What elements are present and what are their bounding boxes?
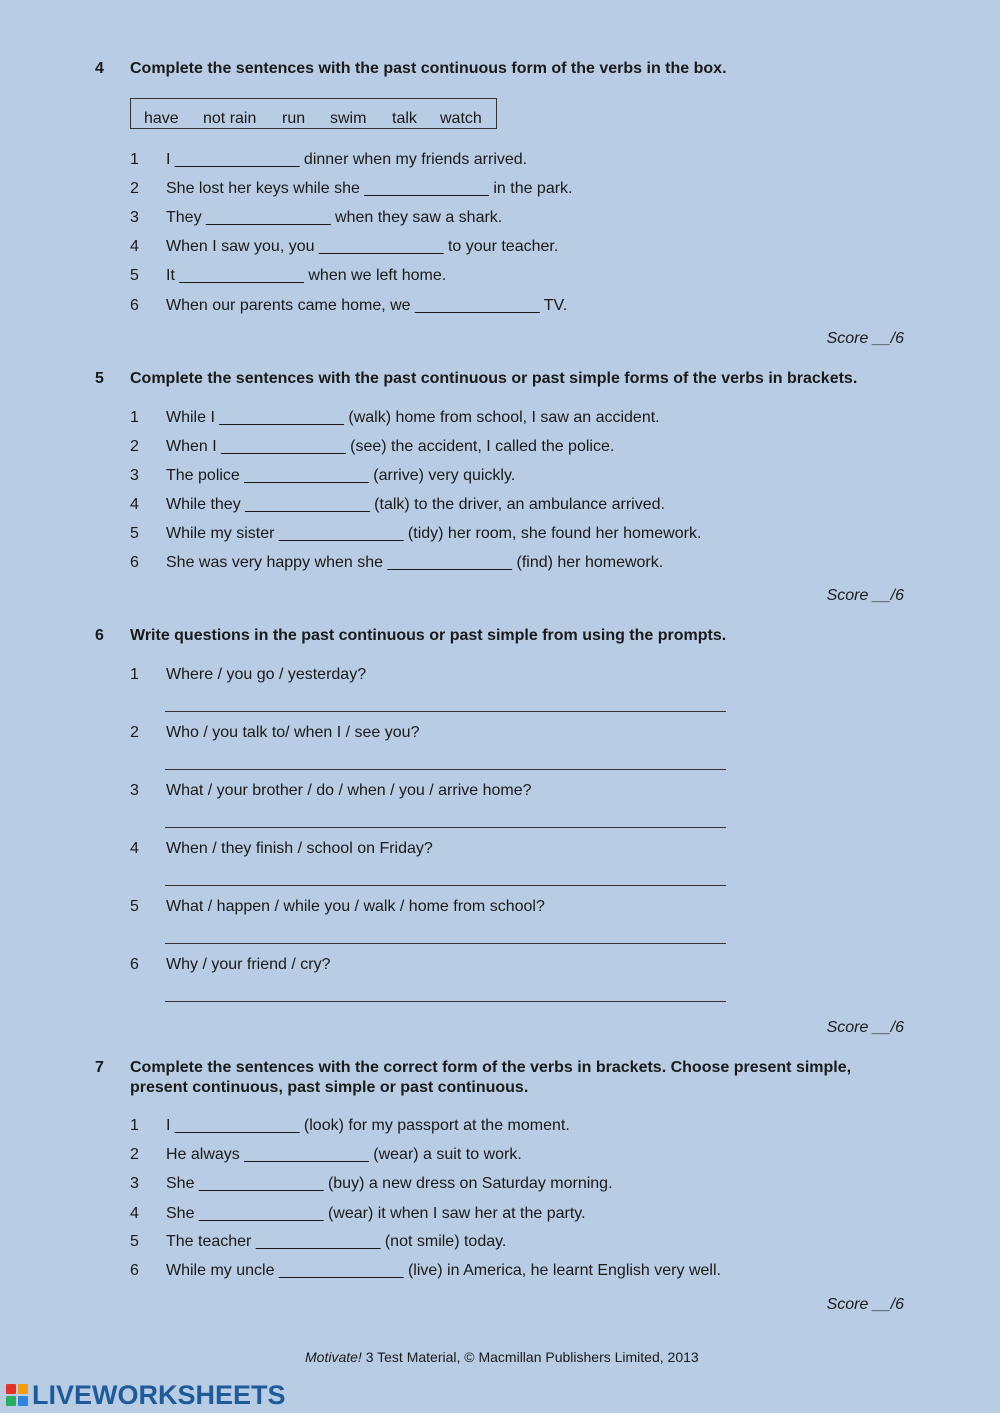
item-text[interactable]: When I saw you, you ______________ to your teacher. bbox=[166, 238, 559, 255]
word-box-item: watch bbox=[440, 110, 482, 127]
item-number: 5 bbox=[130, 525, 139, 542]
item-number: 1 bbox=[130, 666, 139, 683]
item-number: 3 bbox=[130, 782, 139, 799]
item-number: 6 bbox=[130, 956, 139, 973]
item-number: 2 bbox=[130, 724, 139, 741]
item-text[interactable]: When I ______________ (see) the accident, I called the police. bbox=[166, 438, 615, 455]
item-number: 6 bbox=[130, 1262, 139, 1279]
logo-text: LIVEWORKSHEETS bbox=[32, 1380, 286, 1410]
liveworksheets-mark-icon bbox=[6, 1384, 28, 1406]
section-4-heading: Complete the sentences with the past continuous form of the verbs in the box. bbox=[130, 60, 727, 77]
answer-line[interactable] bbox=[165, 1001, 726, 1002]
item-number: 1 bbox=[130, 1117, 139, 1134]
item-number: 2 bbox=[130, 438, 139, 455]
item-prompt: Where / you go / yesterday? bbox=[166, 666, 367, 683]
word-box-item: talk bbox=[392, 110, 417, 127]
answer-line[interactable] bbox=[165, 885, 726, 886]
item-text[interactable]: She lost her keys while she ______________ in the park. bbox=[166, 180, 573, 197]
item-text[interactable]: She ______________ (wear) it when I saw her at the party. bbox=[166, 1205, 586, 1222]
item-number: 4 bbox=[130, 1205, 139, 1222]
score-label: Score __/6 bbox=[826, 1296, 904, 1313]
item-prompt: What / happen / while you / walk / home from school? bbox=[166, 898, 545, 915]
item-text[interactable]: The police ______________ (arrive) very quickly. bbox=[166, 467, 516, 484]
item-prompt: What / your brother / do / when / you / arrive home? bbox=[166, 782, 532, 799]
section-7-number: 7 bbox=[95, 1059, 104, 1076]
item-number: 5 bbox=[130, 898, 139, 915]
item-text[interactable]: She was very happy when she ______________ (find) her homework. bbox=[166, 554, 664, 571]
item-number: 5 bbox=[130, 1233, 139, 1250]
score-label: Score __/6 bbox=[826, 330, 904, 347]
word-box-item: run bbox=[282, 110, 306, 127]
section-6-number: 6 bbox=[95, 627, 104, 644]
answer-line[interactable] bbox=[165, 943, 726, 944]
answer-line[interactable] bbox=[165, 827, 726, 828]
item-number: 3 bbox=[130, 1175, 139, 1192]
item-text[interactable]: The teacher ______________ (not smile) today. bbox=[166, 1233, 507, 1250]
item-number: 6 bbox=[130, 554, 139, 571]
item-text[interactable]: While I ______________ (walk) home from school, I saw an accident. bbox=[166, 409, 660, 426]
item-text[interactable]: She ______________ (buy) a new dress on Saturday morning. bbox=[166, 1175, 613, 1192]
item-prompt: When / they finish / school on Friday? bbox=[166, 840, 433, 857]
section-7-heading-line2: present continuous, past simple or past continuous. bbox=[130, 1079, 529, 1096]
item-text[interactable]: While they ______________ (talk) to the driver, an ambulance arrived. bbox=[166, 496, 665, 513]
answer-line[interactable] bbox=[165, 711, 726, 712]
item-number: 1 bbox=[130, 409, 139, 426]
item-prompt: Why / your friend / cry? bbox=[166, 956, 331, 973]
score-label: Score __/6 bbox=[826, 587, 904, 604]
word-box-item: not rain bbox=[203, 110, 257, 127]
item-text[interactable]: While my sister ______________ (tidy) her room, she found her homework. bbox=[166, 525, 702, 542]
item-text[interactable]: I ______________ (look) for my passport at the moment. bbox=[166, 1117, 570, 1134]
score-label: Score __/6 bbox=[826, 1019, 904, 1036]
word-box bbox=[130, 98, 497, 129]
copyright-footer bbox=[305, 1349, 699, 1365]
word-box-item: have bbox=[144, 110, 179, 127]
item-number: 3 bbox=[130, 209, 139, 226]
item-text[interactable]: He always ______________ (wear) a suit to work. bbox=[166, 1146, 522, 1163]
item-number: 2 bbox=[130, 1146, 139, 1163]
item-text[interactable]: They ______________ when they saw a shark. bbox=[166, 209, 503, 226]
item-number: 3 bbox=[130, 467, 139, 484]
answer-line[interactable] bbox=[165, 769, 726, 770]
footer-rest: 3 Test Material, © Macmillan Publishers Limited, 2013 bbox=[361, 1349, 699, 1365]
item-text[interactable]: I ______________ dinner when my friends arrived. bbox=[166, 151, 528, 168]
word-box-item: swim bbox=[330, 110, 367, 127]
section-4-number: 4 bbox=[95, 60, 104, 77]
section-5-number: 5 bbox=[95, 370, 104, 387]
item-prompt: Who / you talk to/ when I / see you? bbox=[166, 724, 420, 741]
item-text[interactable]: While my uncle ______________ (live) in America, he learnt English very well. bbox=[166, 1262, 721, 1279]
item-number: 4 bbox=[130, 840, 139, 857]
footer-title: Motivate! bbox=[305, 1349, 362, 1365]
section-6-heading: Write questions in the past continuous or past simple from using the prompts. bbox=[130, 627, 727, 644]
section-7-heading-line1: Complete the sentences with the correct form of the verbs in brackets. Choose present simple, bbox=[130, 1059, 852, 1076]
item-number: 2 bbox=[130, 180, 139, 197]
section-5-heading: Complete the sentences with the past continuous or past simple forms of the verbs in brackets. bbox=[130, 370, 858, 387]
item-number: 5 bbox=[130, 267, 139, 284]
item-text[interactable]: It ______________ when we left home. bbox=[166, 267, 447, 284]
item-text[interactable]: When our parents came home, we ______________ TV. bbox=[166, 297, 568, 314]
item-number: 4 bbox=[130, 238, 139, 255]
item-number: 1 bbox=[130, 151, 139, 168]
item-number: 6 bbox=[130, 297, 139, 314]
item-number: 4 bbox=[130, 496, 139, 513]
